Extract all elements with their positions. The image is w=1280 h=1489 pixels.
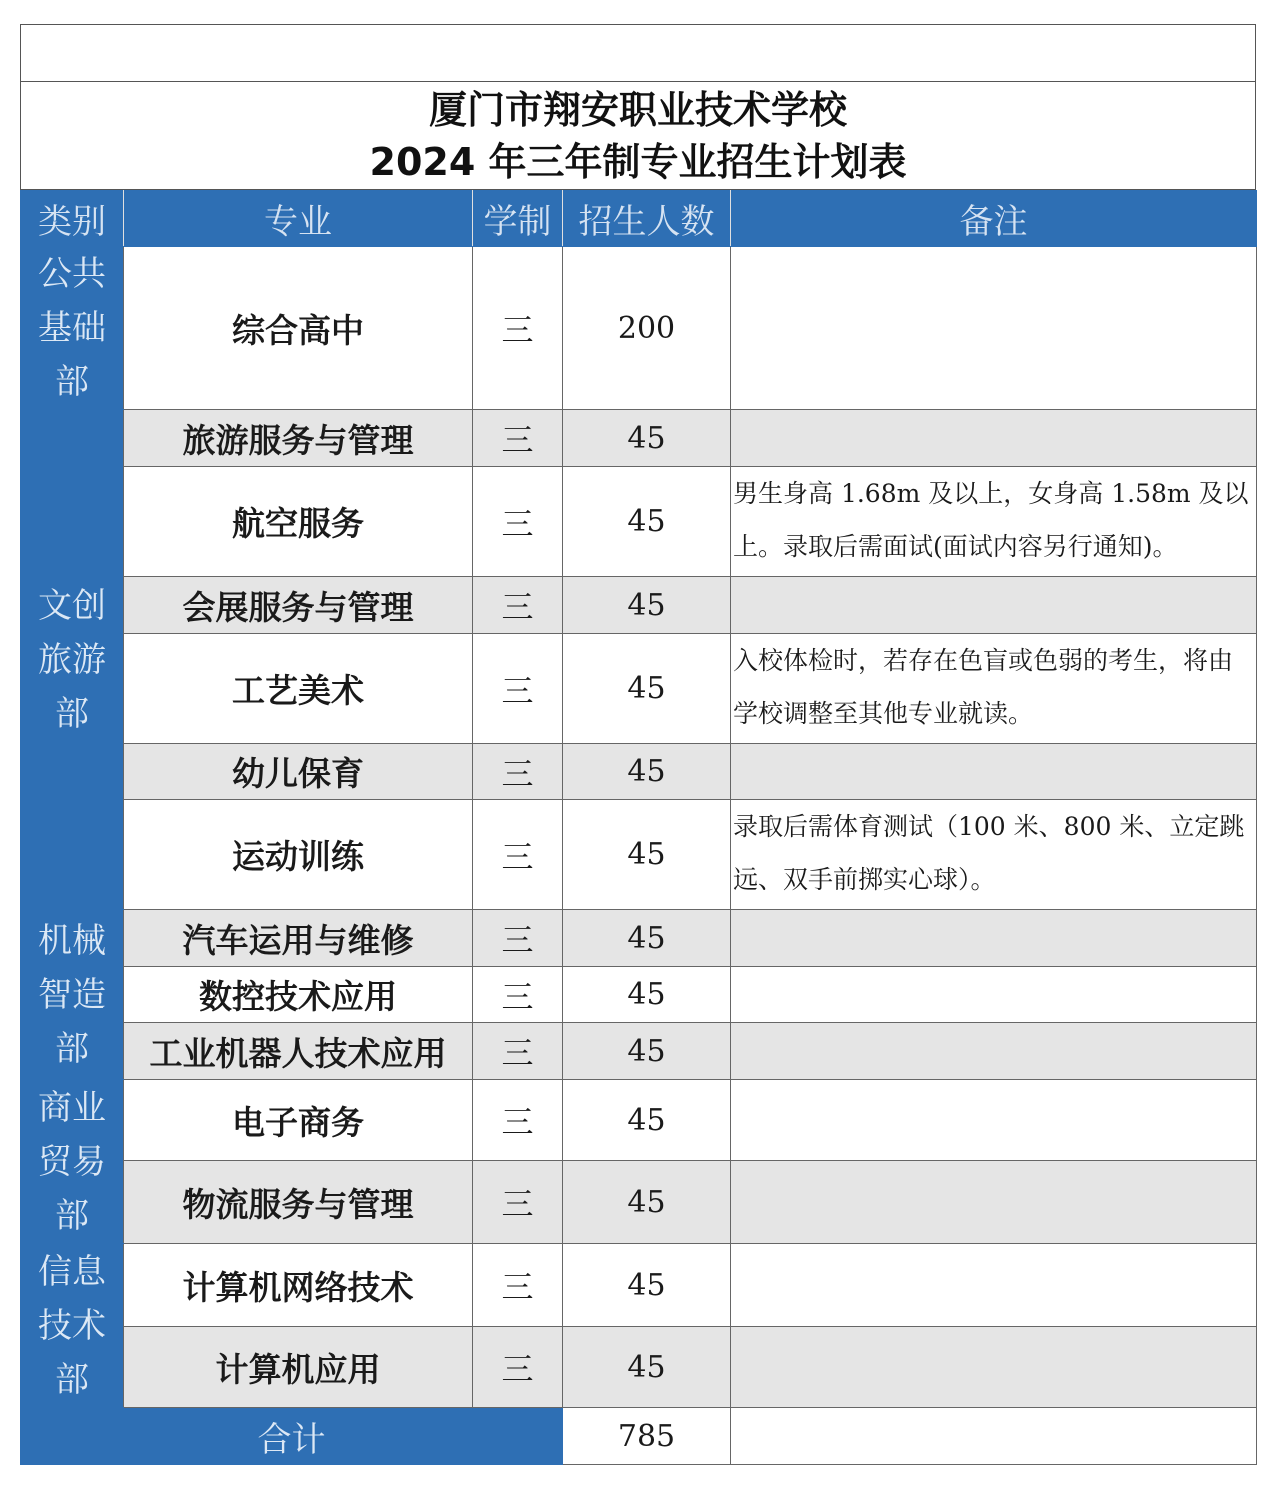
table-row [21,247,1257,410]
major-name: 运动训练 [124,800,473,910]
header-enrollment: 招生人数 [563,191,731,247]
enrollment-table [20,190,1257,1465]
enrollment-plan-sheet [20,24,1256,1465]
title-block [20,81,1256,190]
total-row [21,1408,1257,1465]
enrollment-count: 45 [563,744,731,800]
top-blank-row [20,24,1256,81]
school-name: 厦门市翔安职业技术学校 [428,87,847,132]
header-row [21,191,1257,247]
study-years: 三 [473,1023,563,1080]
header-major: 专业 [124,191,473,247]
total-label: 合计 [21,1408,563,1465]
table-row [21,1023,1257,1080]
note [731,247,1257,410]
table-row [21,800,1257,910]
table-row [21,744,1257,800]
study-years: 三 [473,410,563,467]
note: 录取后需体育测试（100 米、800 米、立定跳远、双手前掷实心球）。 [731,800,1257,910]
category-commerce-trade: 商业 贸易 部 [21,1080,124,1244]
major-name: 工业机器人技术应用 [124,1023,473,1080]
enrollment-count: 45 [563,1080,731,1161]
study-years: 三 [473,1327,563,1408]
major-name: 会展服务与管理 [124,577,473,634]
major-name: 航空服务 [124,467,473,577]
enrollment-count: 45 [563,577,731,634]
note [731,1023,1257,1080]
enrollment-count: 45 [563,910,731,967]
note [731,910,1257,967]
major-name: 幼儿保育 [124,744,473,800]
table-row [21,467,1257,577]
major-name: 电子商务 [124,1080,473,1161]
category-mechanical: 机械 智造 部 [21,910,124,1080]
study-years: 三 [473,247,563,410]
enrollment-count: 200 [563,247,731,410]
enrollment-count: 45 [563,410,731,467]
category-information-tech: 信息 技术 部 [21,1244,124,1408]
enrollment-count: 45 [563,800,731,910]
major-name: 旅游服务与管理 [124,410,473,467]
major-name: 计算机网络技术 [124,1244,473,1327]
note [731,1327,1257,1408]
table-row [21,634,1257,744]
major-name: 工艺美术 [124,634,473,744]
study-years: 三 [473,1161,563,1244]
note [731,744,1257,800]
study-years: 三 [473,1080,563,1161]
major-name: 汽车运用与维修 [124,910,473,967]
major-name: 综合高中 [124,247,473,410]
enrollment-count: 45 [563,967,731,1023]
table-row [21,410,1257,467]
enrollment-count: 45 [563,1327,731,1408]
major-name: 计算机应用 [124,1327,473,1408]
study-years: 三 [473,800,563,910]
enrollment-count: 45 [563,634,731,744]
enrollment-count: 45 [563,467,731,577]
study-years: 三 [473,634,563,744]
note [731,1080,1257,1161]
note: 男生身高 1.68m 及以上，女身高 1.58m 及以上。录取后需面试(面试内容另行通知)。 [731,467,1257,577]
enrollment-count: 45 [563,1023,731,1080]
note [731,1244,1257,1327]
study-years: 三 [473,577,563,634]
header-note: 备注 [731,191,1257,247]
category-culture-tourism: 文创 旅游 部 [21,410,124,910]
table-row [21,1327,1257,1408]
note [731,967,1257,1023]
category-public-basic: 公共 基础 部 [21,247,124,410]
note [731,577,1257,634]
table-row [21,910,1257,967]
plan-title: 2024 年三年制专业招生计划表 [369,139,907,184]
major-name: 数控技术应用 [124,967,473,1023]
table-row [21,1161,1257,1244]
header-system: 学制 [473,191,563,247]
table-row [21,1244,1257,1327]
major-name: 物流服务与管理 [124,1161,473,1244]
enrollment-count: 45 [563,1161,731,1244]
study-years: 三 [473,467,563,577]
total-note [731,1408,1257,1465]
note [731,410,1257,467]
study-years: 三 [473,744,563,800]
note: 入校体检时，若存在色盲或色弱的考生，将由学校调整至其他专业就读。 [731,634,1257,744]
note [731,1161,1257,1244]
table-row [21,1080,1257,1161]
study-years: 三 [473,967,563,1023]
table-row [21,967,1257,1023]
study-years: 三 [473,1244,563,1327]
header-category: 类别 [21,191,124,247]
study-years: 三 [473,910,563,967]
enrollment-count: 45 [563,1244,731,1327]
total-value: 785 [563,1408,731,1465]
table-row [21,577,1257,634]
